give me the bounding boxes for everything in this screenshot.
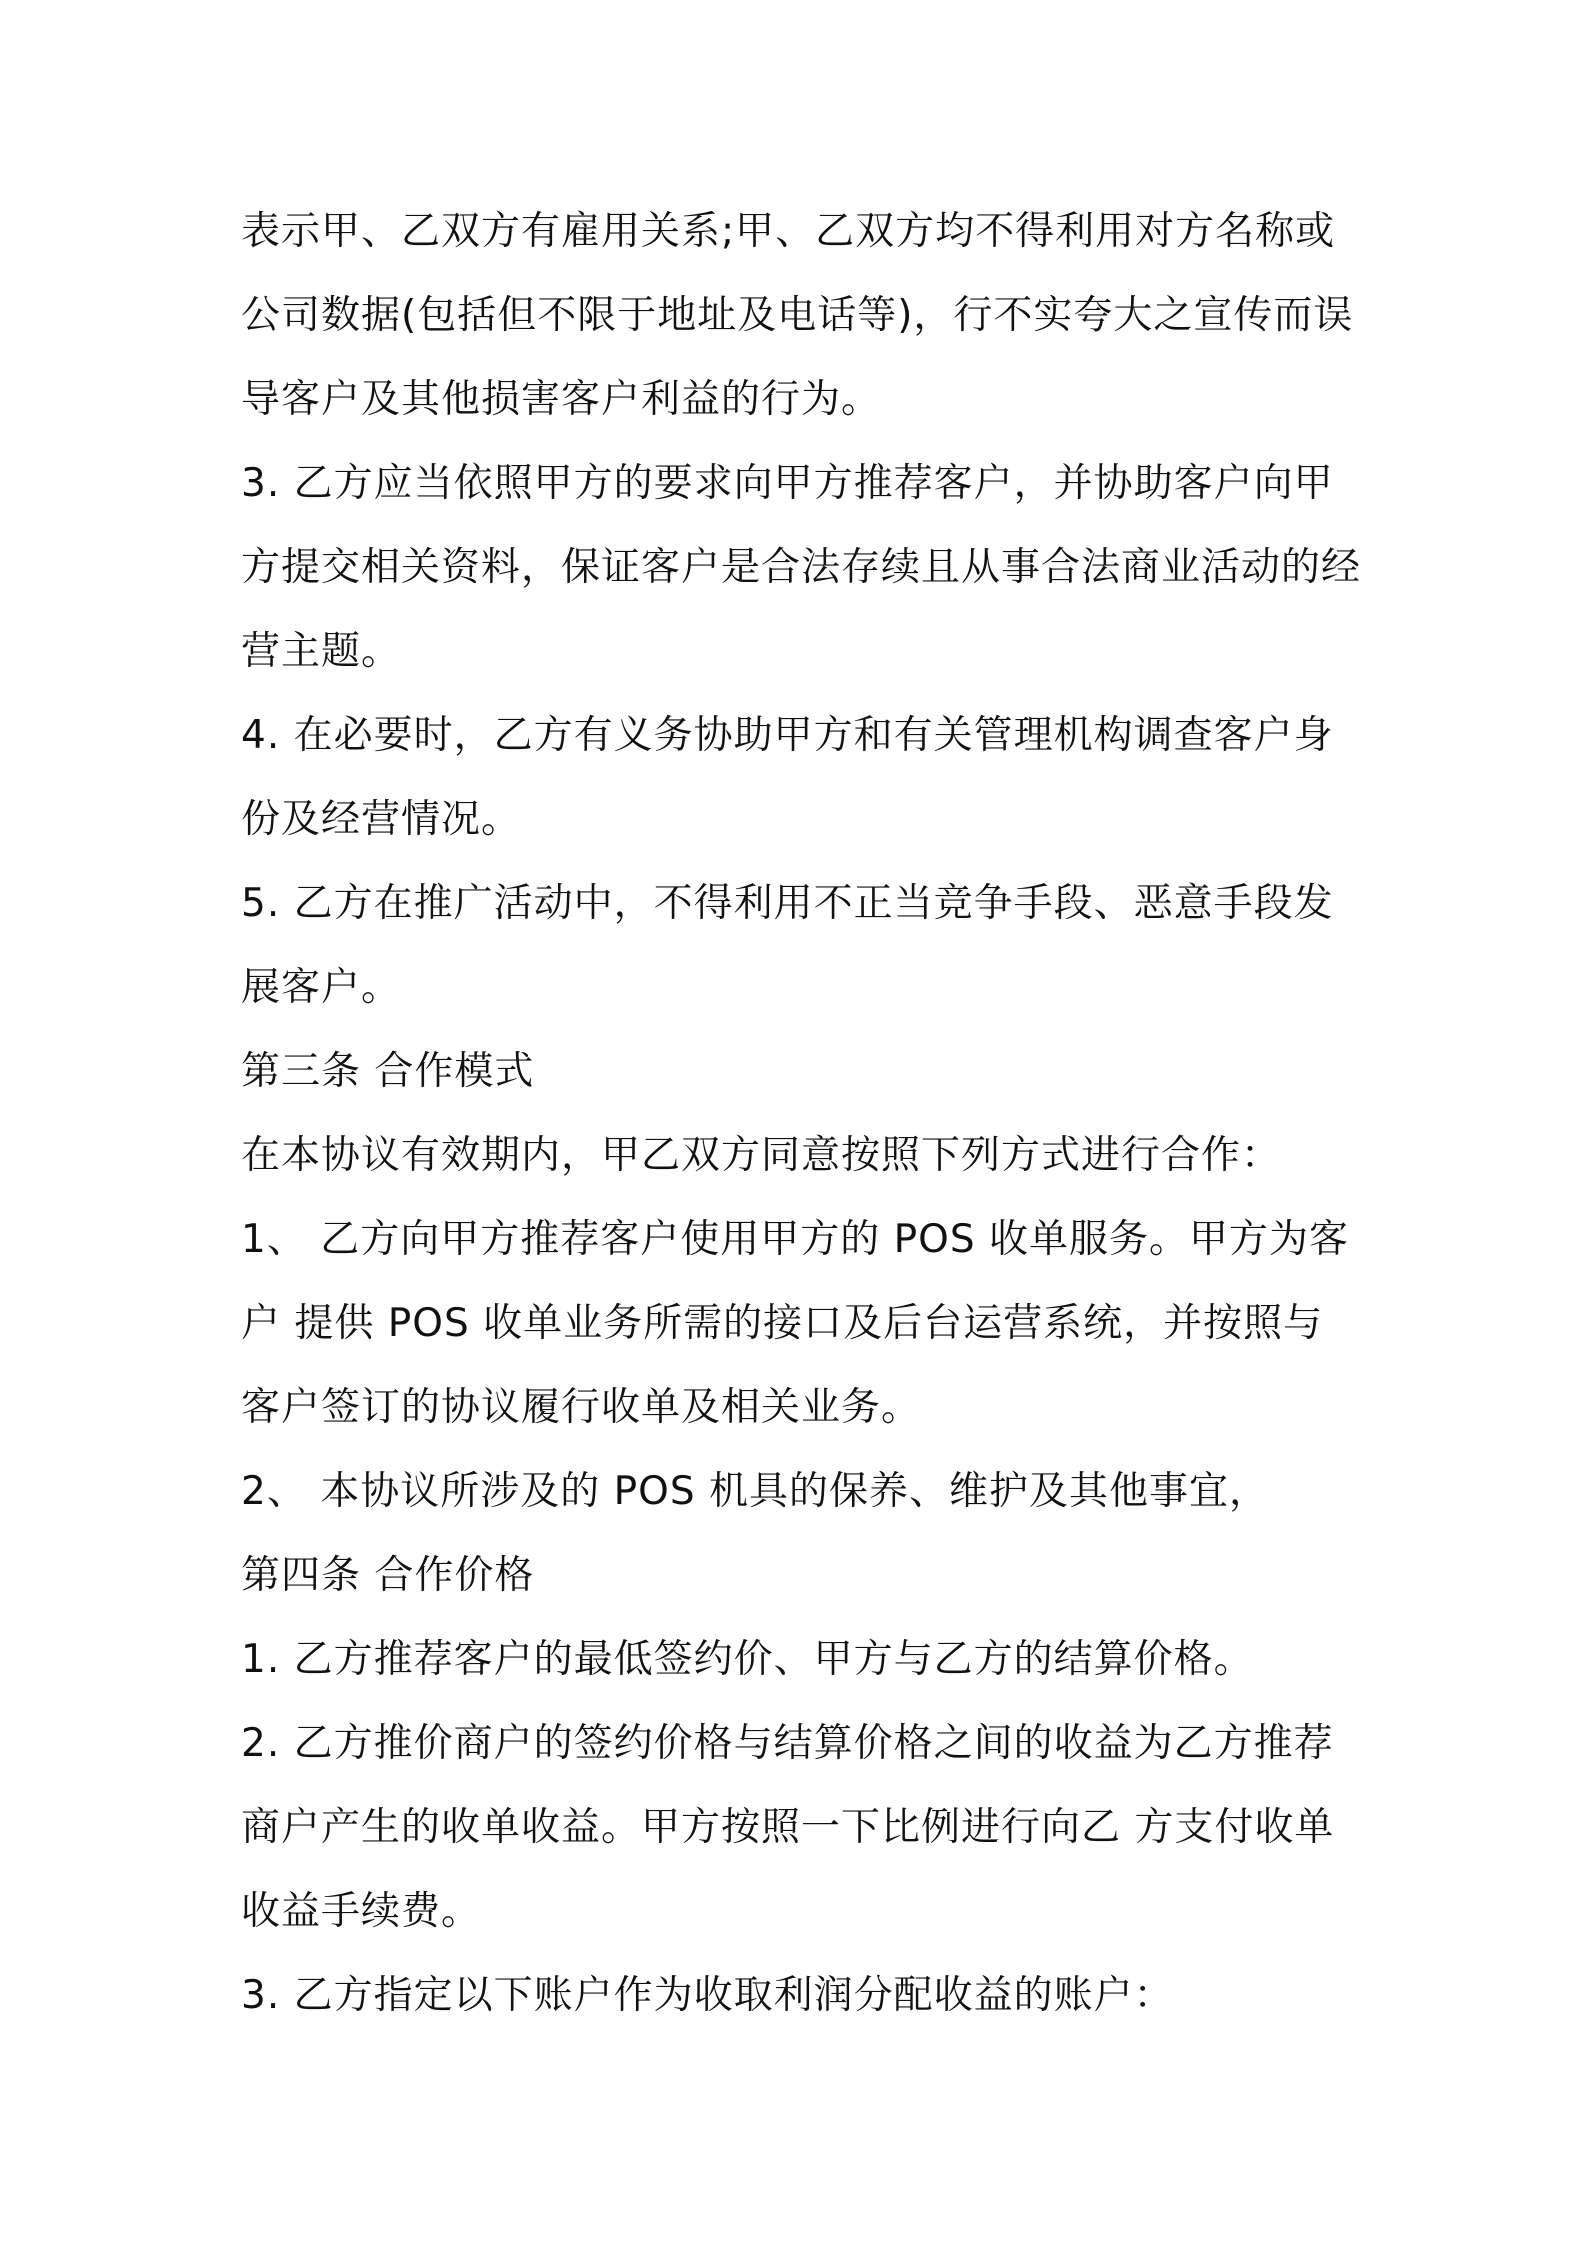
paragraph-clause-4: 4. 在必要时，乙方有义务协助甲方和有关管理机构调查客户身份及经营情况。 — [241, 713, 1334, 842]
paragraph-price-3: 3. 乙方指定以下账户作为收取利润分配收益的账户： — [241, 1973, 1174, 2018]
section-heading-article-4: 第四条 合作价格 — [241, 1553, 535, 1598]
section-heading-article-3: 第三条 合作模式 — [241, 1049, 535, 1094]
paragraph-cooperation-intro: 在本协议有效期内，甲乙双方同意按照下列方式进行合作： — [241, 1133, 1282, 1178]
paragraph-price-2: 2. 乙方推价商户的签约价格与结算价格之间的收益为乙方推荐商户产生的收单收益。甲方按照一下比例进行向乙 方支付收单收益手续费。 — [241, 1721, 1335, 1934]
paragraph-cooperation-1: 1、 乙方向甲方推荐客户使用甲方的 POS 收单服务。甲方为客户 提供 POS 收单业务所需的接口及后台运营系统，并按照与客户签订的协议履行收单及相关业务。 — [241, 1217, 1349, 1430]
paragraph-continuation: 表示甲、乙双方有雇用关系;甲、乙双方均不得利用对方名称或公司数据(包括但不限于地址及电话等)，行不实夸大之宣传而误导客户及其他损害客户利益的行为。 — [241, 209, 1354, 422]
paragraph-cooperation-2: 2、 本协议所涉及的 POS 机具的保养、维护及其他事宜， — [241, 1469, 1269, 1514]
paragraph-clause-3: 3. 乙方应当依照甲方的要求向甲方推荐客户，并协助客户向甲方提交相关资料，保证客户是合法存续且从事合法商业活动的经营主题。 — [241, 461, 1362, 674]
paragraph-price-1: 1. 乙方推荐客户的最低签约价、甲方与乙方的结算价格。 — [241, 1637, 1254, 1682]
paragraph-clause-5: 5. 乙方在推广活动中，不得利用不正当竞争手段、恶意手段发展客户。 — [241, 881, 1334, 1010]
document-body — [241, 190, 1361, 2038]
